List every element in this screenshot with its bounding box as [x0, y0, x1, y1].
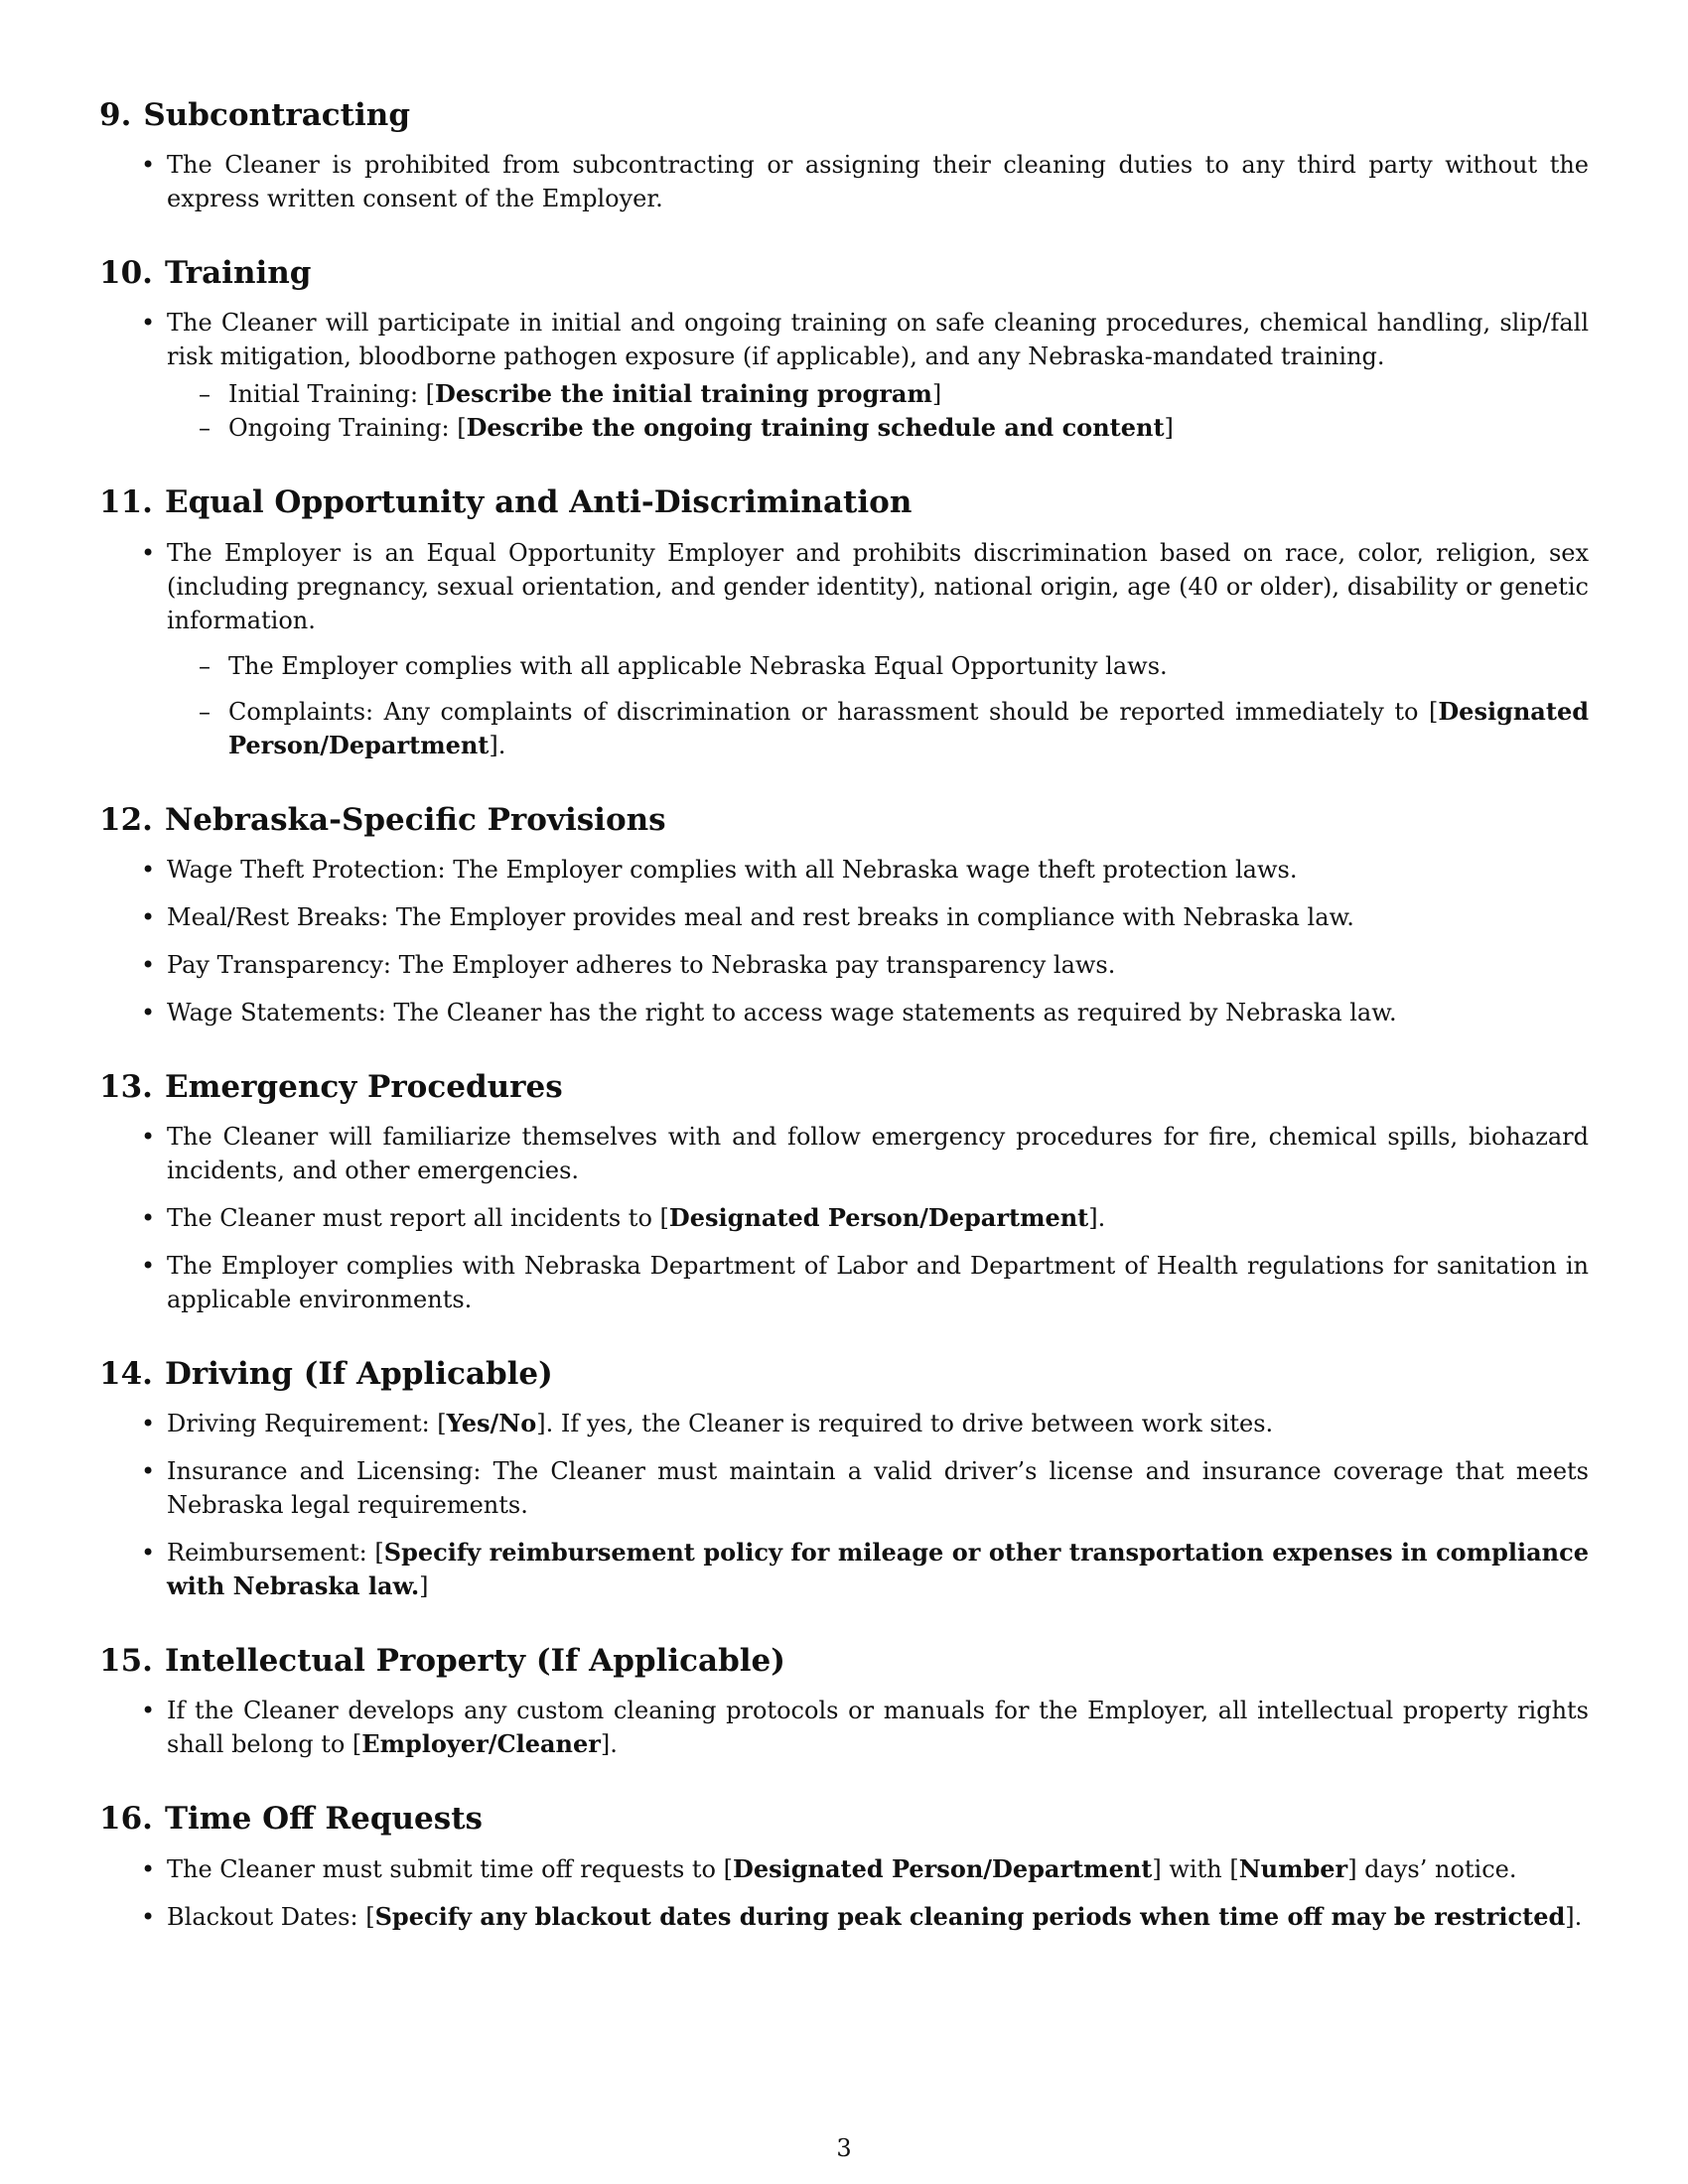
list-item: • The Employer complies with Nebraska Department of Labor and Department of Health regulations for sanitation in applicable environments.	[167, 1249, 1589, 1316]
section-subcontracting	[99, 97, 1589, 215]
bullet-list	[99, 1407, 1589, 1603]
section-title: Time Off Requests	[164, 1801, 483, 1838]
section-heading	[99, 255, 1589, 292]
section-title: Intellectual Property (If Applicable)	[164, 1643, 785, 1680]
section-emergency-procedures	[99, 1069, 1589, 1316]
bullet-list	[99, 853, 1589, 1029]
section-number: 15.	[99, 1643, 153, 1680]
section-heading	[99, 1356, 1589, 1393]
section-number: 11.	[99, 484, 153, 521]
section-title: Subcontracting	[143, 97, 410, 133]
section-driving	[99, 1356, 1589, 1603]
list-item: • The Cleaner must report all incidents to [Designated Person/Department].	[167, 1201, 1589, 1235]
section-heading	[99, 484, 1589, 521]
list-item: • Insurance and Licensing: The Cleaner must maintain a valid driver’s license and insurance coverage that meets Nebraska legal requirements.	[167, 1454, 1589, 1522]
bullet-list	[99, 148, 1589, 215]
page-number: 3	[836, 2134, 852, 2162]
section-heading	[99, 1069, 1589, 1106]
section-nebraska-provisions	[99, 802, 1589, 1029]
list-item: • Meal/Rest Breaks: The Employer provides meal and rest breaks in compliance with Nebraska law.	[167, 900, 1589, 934]
sub-list-item: – Ongoing Training: [Describe the ongoing training schedule and content]	[228, 411, 1589, 445]
section-number: 12.	[99, 801, 153, 838]
list-item: • Wage Theft Protection: The Employer complies with all Nebraska wage theft protection laws.	[167, 853, 1589, 887]
bullet-list	[99, 536, 1589, 762]
bullet-list	[99, 1120, 1589, 1316]
list-item: • Blackout Dates: [Specify any blackout dates during peak cleaning periods when time off may be restricted].	[167, 1900, 1589, 1934]
section-heading	[99, 1801, 1589, 1838]
list-item: • If the Cleaner develops any custom cleaning protocols or manuals for the Employer, all intellectual property rights shall belong to [Employer/Cleaner].	[167, 1694, 1589, 1761]
section-title: Driving (If Applicable)	[164, 1355, 553, 1392]
list-item: • The Cleaner must submit time off requests to [Designated Person/Department] with [Number] days’ notice.	[167, 1852, 1589, 1886]
section-title: Equal Opportunity and Anti-Discrimination	[164, 484, 913, 521]
list-item: • The Cleaner will familiarize themselves with and follow emergency procedures for fire, chemical spills, biohazard incidents, and other emergencies.	[167, 1120, 1589, 1187]
section-time-off	[99, 1801, 1589, 1933]
sub-list-item: – The Employer complies with all applicable Nebraska Equal Opportunity laws.	[228, 649, 1589, 683]
list-item: • Reimbursement: [Specify reimbursement policy for mileage or other transportation expenses in compliance with Nebraska law.]	[167, 1536, 1589, 1603]
section-number: 9.	[99, 97, 132, 133]
bullet-list	[99, 1852, 1589, 1934]
section-number: 14.	[99, 1355, 153, 1392]
section-title: Emergency Procedures	[164, 1068, 563, 1105]
sub-list	[167, 377, 1589, 445]
sub-list-item: – Complaints: Any complaints of discrimination or harassment should be reported immediately to [Designated Person/Department].	[228, 695, 1589, 762]
section-heading	[99, 1643, 1589, 1680]
section-intellectual-property	[99, 1643, 1589, 1761]
section-number: 10.	[99, 255, 153, 292]
section-number: 16.	[99, 1801, 153, 1838]
bullet-list	[99, 1694, 1589, 1761]
section-number: 13.	[99, 1068, 153, 1105]
sub-list	[167, 649, 1589, 762]
document-body	[99, 97, 1589, 1974]
bullet-list	[99, 306, 1589, 445]
list-item: • Wage Statements: The Cleaner has the right to access wage statements as required by Nebraska law.	[167, 996, 1589, 1029]
section-title: Nebraska-Specific Provisions	[164, 801, 666, 838]
section-training	[99, 255, 1589, 445]
sub-list-item: – Initial Training: [Describe the initial training program]	[228, 377, 1589, 411]
list-item: • The Employer is an Equal Opportunity Employer and prohibits discrimination based on race, color, religion, sex (including pregnancy, sexual orientation, and gender identity), national origin, age (40 or older), disability or genetic information. – The Employer complies with all applicable Nebraska Equal Opportunity laws. – Complaints: Any complaints of discrimination or harassment should be reported immediately to [Designated Person/Department].	[167, 536, 1589, 762]
section-title: Training	[164, 255, 312, 292]
list-item: • The Cleaner is prohibited from subcontracting or assigning their cleaning duties to any third party without the express written consent of the Employer.	[167, 148, 1589, 215]
list-item: • Driving Requirement: [Yes/No]. If yes, the Cleaner is required to drive between work sites.	[167, 1407, 1589, 1440]
list-item: • The Cleaner will participate in initial and ongoing training on safe cleaning procedures, chemical handling, slip/fall risk mitigation, bloodborne pathogen exposure (if applicable), and any Nebraska-mandated training. – Initial Training: [Describe the initial training program] – Ongoing Training: [Describe the ongoing training schedule and content]	[167, 306, 1589, 445]
section-heading	[99, 97, 1589, 134]
list-item: • Pay Transparency: The Employer adheres to Nebraska pay transparency laws.	[167, 948, 1589, 982]
section-equal-opportunity	[99, 484, 1589, 761]
section-heading	[99, 802, 1589, 839]
